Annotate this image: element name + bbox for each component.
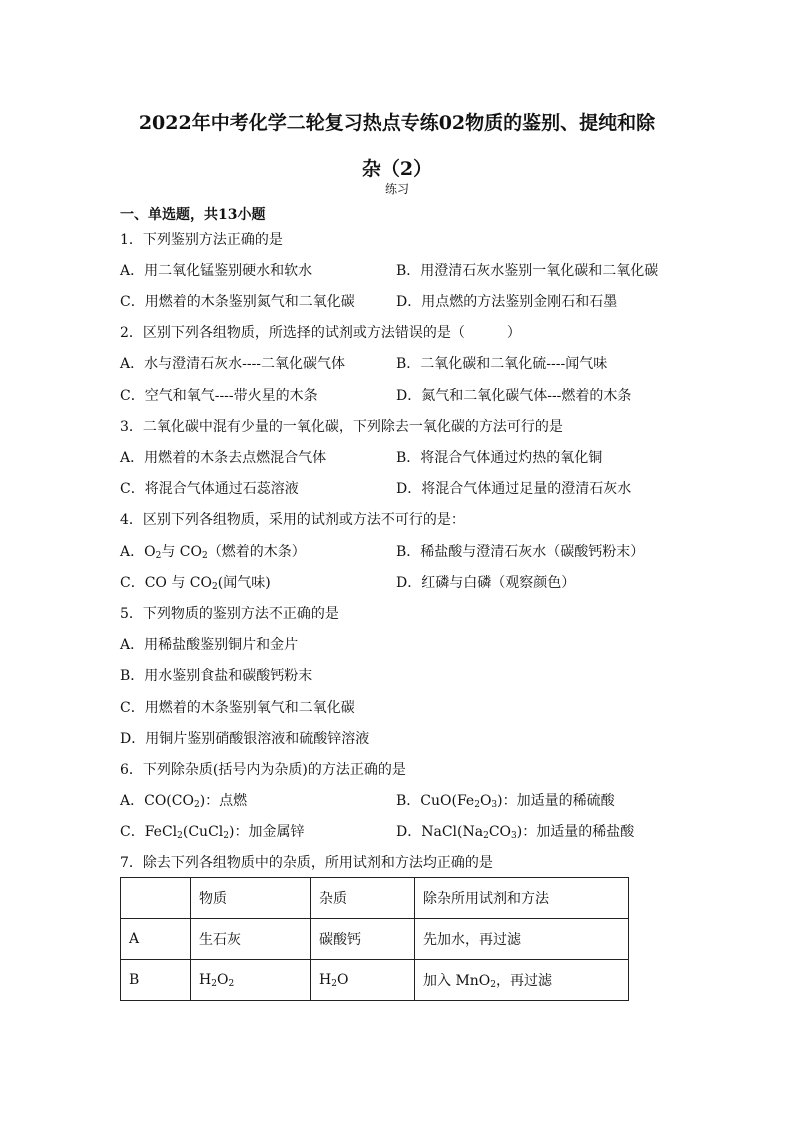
table-cell: A [121, 919, 191, 960]
page-subtitle: 练习 [384, 182, 409, 196]
q6-option-a: A．$CO(CO_2)$：点燃 [120, 793, 248, 810]
q4-option-c: C．CO 与 $CO_2$(闻气味) [120, 575, 271, 592]
table-cell: 生石灰 [191, 919, 311, 960]
q1-option-a: A．用二氧化锰鉴别硬水和软水 [120, 263, 313, 279]
q1-option-c: C．用燃着的木条鉴别氮气和二氧化碳 [120, 294, 355, 310]
table-cell: 杂质 [311, 878, 415, 919]
table-cell [121, 878, 191, 919]
q6-option-b: B．$CuO(Fe_2O_3)$：加适量的稀硫酸 [396, 793, 615, 810]
table-row [121, 919, 629, 960]
title-line-1: 2022年中考化学二轮复习热点专练02物质的鉴别、提纯和除 [138, 112, 656, 134]
question-4-stem: 4．区别下列各组物质，采用的试剂或方法不可行的是： [120, 512, 465, 528]
q5-option-d: D．用铜片鉴别硝酸银溶液和硫酸锌溶液 [120, 731, 370, 747]
q1-option-d: D．用点燃的方法鉴别金刚石和石墨 [396, 294, 618, 310]
question-7-stem: 7．除去下列各组物质中的杂质，所用试剂和方法均正确的是 [120, 855, 493, 871]
table-cell: 物质 [191, 878, 311, 919]
question-5-stem: 5．下列物质的鉴别方法不正确的是 [120, 606, 339, 622]
table-cell: 先加水，再过滤 [415, 919, 629, 960]
q3-option-b: B．将混合气体通过灼热的氧化铜 [396, 450, 603, 466]
q5-option-b: B．用水鉴别食盐和碳酸钙粉末 [120, 668, 313, 684]
q6-option-c: C．FeCl$_2$(CuCl$_2$)：加金属锌 [120, 824, 305, 841]
q5-option-c: C．用燃着的木条鉴别氧气和二氧化碳 [120, 700, 355, 716]
q2-option-b: B．二氧化碳和二氧化硫----闻气味 [396, 356, 608, 372]
table-cell: 碳酸钙 [311, 919, 415, 960]
question-6-stem: 6．下列除杂质(括号内为杂质)的方法正确的是 [120, 762, 406, 778]
question-1-stem: 1．下列鉴别方法正确的是 [120, 232, 283, 248]
question-3-stem: 3．二氧化碳中混有少量的一氧化碳，下列除去一氧化碳的方法可行的是 [120, 419, 563, 435]
q4-option-b: B．稀盐酸与澄清石灰水（碳酸钙粉末） [396, 544, 645, 560]
q2-option-a: A．水与澄清石灰水----二氧化碳气体 [120, 356, 346, 372]
q1-option-b: B．用澄清石灰水鉴别一氧化碳和二氧化碳 [396, 263, 659, 279]
section-heading: 一、单选题，共13小题 [120, 207, 266, 223]
table-row [121, 960, 629, 1001]
page-title [100, 100, 694, 192]
q6-option-d: D．$NaCl(Na_2CO_3)$：加适量的稀盐酸 [396, 824, 635, 841]
table-cell: 除杂所用试剂和方法 [415, 878, 629, 919]
table-cell: B [121, 960, 191, 1001]
table-cell: $H_2O_2$ [191, 960, 311, 1001]
q2-option-c: C．空气和氧气----带火星的木条 [120, 388, 318, 404]
q3-option-a: A．用燃着的木条去点燃混合气体 [120, 450, 327, 466]
q7-table [120, 877, 629, 1001]
q4-option-a: A．$O_2$与 $CO_2$（燃着的木条） [120, 544, 306, 561]
q3-option-c: C．将混合气体通过石蕊溶液 [120, 481, 299, 497]
table-cell: 加入 MnO$_2$，再过滤 [415, 960, 629, 1001]
question-2-stem: 2．区别下列各组物质，所选择的试剂或方法错误的是（ ） [120, 325, 521, 341]
q5-option-a: A．用稀盐酸鉴别铜片和金片 [120, 637, 299, 653]
title-line-2: 杂（2） [361, 158, 433, 180]
table-header-row [121, 878, 629, 919]
table-cell: $H_2O$ [311, 960, 415, 1001]
q2-option-d: D．氮气和二氧化碳气体---燃着的木条 [396, 388, 632, 404]
q3-option-d: D．将混合气体通过足量的澄清石灰水 [396, 481, 632, 497]
q4-option-d: D．红磷与白磷（观察颜色） [396, 575, 576, 591]
